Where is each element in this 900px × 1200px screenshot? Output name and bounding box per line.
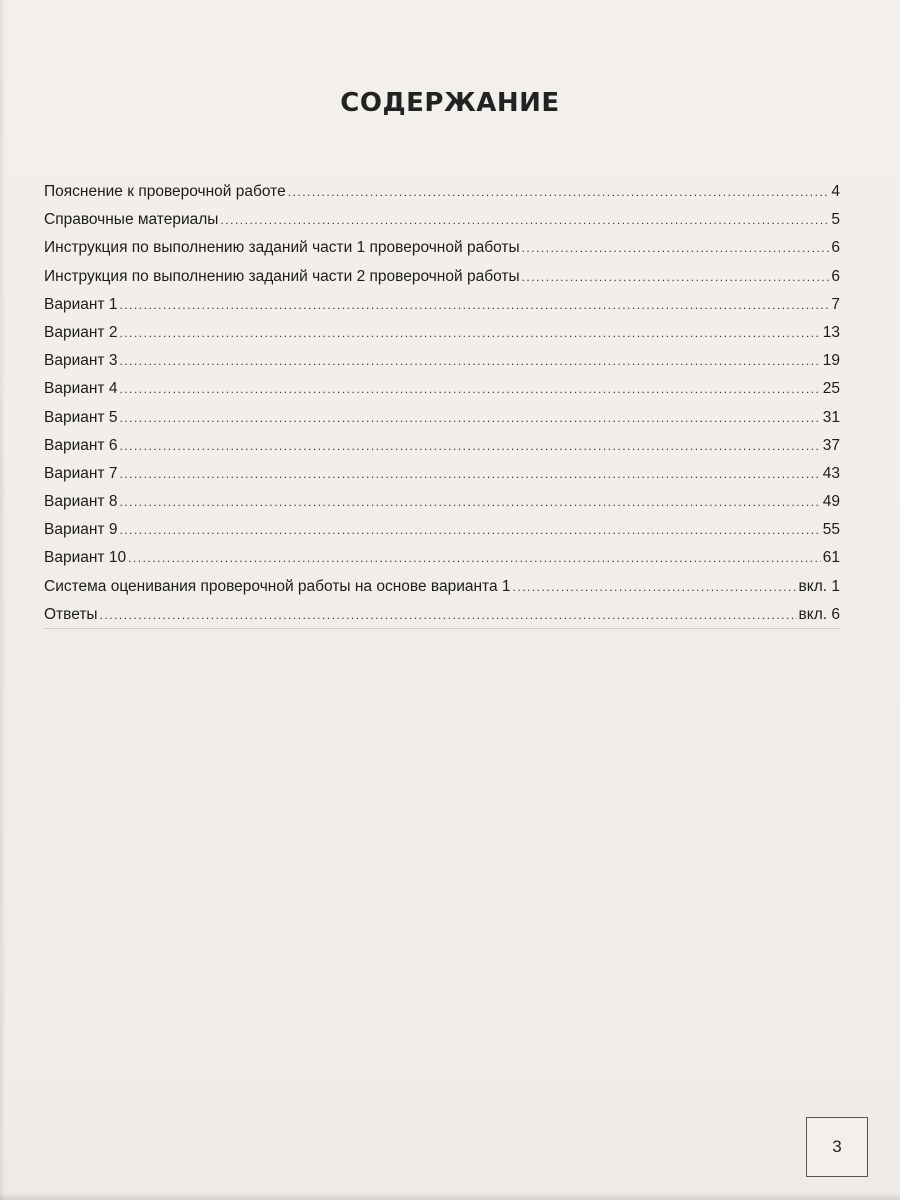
toc-item-page: вкл. 1 (798, 577, 840, 595)
toc-item-variant-1[interactable] (44, 291, 840, 319)
page-number: 3 (832, 1137, 842, 1156)
toc-item-variant-7[interactable] (44, 460, 840, 488)
toc-item-page: 5 (831, 211, 840, 229)
toc-item-instructions-part2[interactable] (44, 263, 840, 291)
toc-item-page: вкл. 6 (798, 605, 840, 623)
toc-item-instructions-part1[interactable] (44, 234, 840, 262)
toc-leader-dots (119, 291, 829, 319)
toc-leader-dots (220, 206, 829, 234)
toc-item-variant-2[interactable] (44, 319, 840, 347)
page-number-box (806, 1117, 868, 1177)
toc-item-page: 6 (831, 239, 840, 257)
toc-leader-dots (119, 404, 820, 432)
toc-leader-dots (119, 319, 820, 347)
toc-item-page: 49 (822, 493, 840, 511)
table-of-contents (44, 178, 840, 629)
toc-item-label: Вариант 5 (44, 408, 118, 426)
toc-item-variant-9[interactable] (44, 516, 840, 544)
toc-leader-dots (119, 516, 820, 544)
toc-item-label: Вариант 6 (44, 436, 118, 454)
page-title: СОДЕРЖАНИЕ (340, 88, 560, 118)
toc-bottom-divider (44, 628, 840, 629)
toc-item-variant-5[interactable] (44, 404, 840, 432)
toc-item-page: 37 (822, 436, 840, 454)
toc-item-variant-3[interactable] (44, 347, 840, 375)
toc-leader-dots (513, 573, 797, 601)
toc-item-label: Вариант 8 (44, 493, 118, 511)
toc-item-label: Вариант 10 (44, 549, 127, 567)
toc-leader-dots (288, 178, 830, 206)
toc-item-label: Ответы (44, 605, 98, 623)
toc-item-label: Вариант 4 (44, 380, 118, 398)
toc-item-label: Вариант 2 (44, 323, 118, 341)
toc-item-page: 25 (822, 380, 840, 398)
toc-item-label: Вариант 1 (44, 295, 118, 313)
toc-item-page: 6 (831, 267, 840, 285)
toc-item-reference[interactable] (44, 206, 840, 234)
toc-item-label: Вариант 9 (44, 521, 118, 539)
toc-item-label: Вариант 7 (44, 464, 118, 482)
page-bottom-shadow (0, 1192, 900, 1200)
toc-leader-dots (522, 234, 830, 262)
toc-item-answers[interactable] (44, 601, 840, 629)
toc-item-variant-4[interactable] (44, 375, 840, 403)
toc-item-label: Инструкция по выполнению заданий части 2 проверочной работы (44, 267, 520, 285)
toc-leader-dots (119, 432, 820, 460)
toc-item-variant-10[interactable] (44, 544, 840, 572)
toc-item-label: Система оценивания проверочной работы на основе варианта 1 (44, 577, 511, 595)
toc-item-grading-system[interactable] (44, 573, 840, 601)
toc-item-variant-8[interactable] (44, 488, 840, 516)
toc-item-page: 31 (822, 408, 840, 426)
toc-item-page: 43 (822, 464, 840, 482)
toc-item-explanation[interactable] (44, 178, 840, 206)
toc-leader-dots (522, 263, 830, 291)
toc-leader-dots (119, 488, 820, 516)
toc-item-variant-6[interactable] (44, 432, 840, 460)
toc-leader-dots (119, 460, 820, 488)
toc-item-page: 13 (822, 323, 840, 341)
toc-item-label: Инструкция по выполнению заданий части 1 проверочной работы (44, 239, 520, 257)
toc-leader-dots (119, 375, 820, 403)
toc-leader-dots (100, 601, 797, 629)
toc-item-label: Справочные материалы (44, 211, 219, 229)
toc-item-page: 55 (822, 521, 840, 539)
toc-item-label: Вариант 3 (44, 352, 118, 370)
toc-leader-dots (119, 347, 820, 375)
toc-item-page: 7 (831, 295, 840, 313)
page-left-shadow (0, 0, 6, 1200)
toc-item-page: 61 (822, 549, 840, 567)
toc-item-label: Пояснение к проверочной работе (44, 183, 286, 200)
toc-item-page: 4 (831, 183, 840, 200)
toc-leader-dots (128, 544, 821, 572)
toc-item-page: 19 (822, 352, 840, 370)
